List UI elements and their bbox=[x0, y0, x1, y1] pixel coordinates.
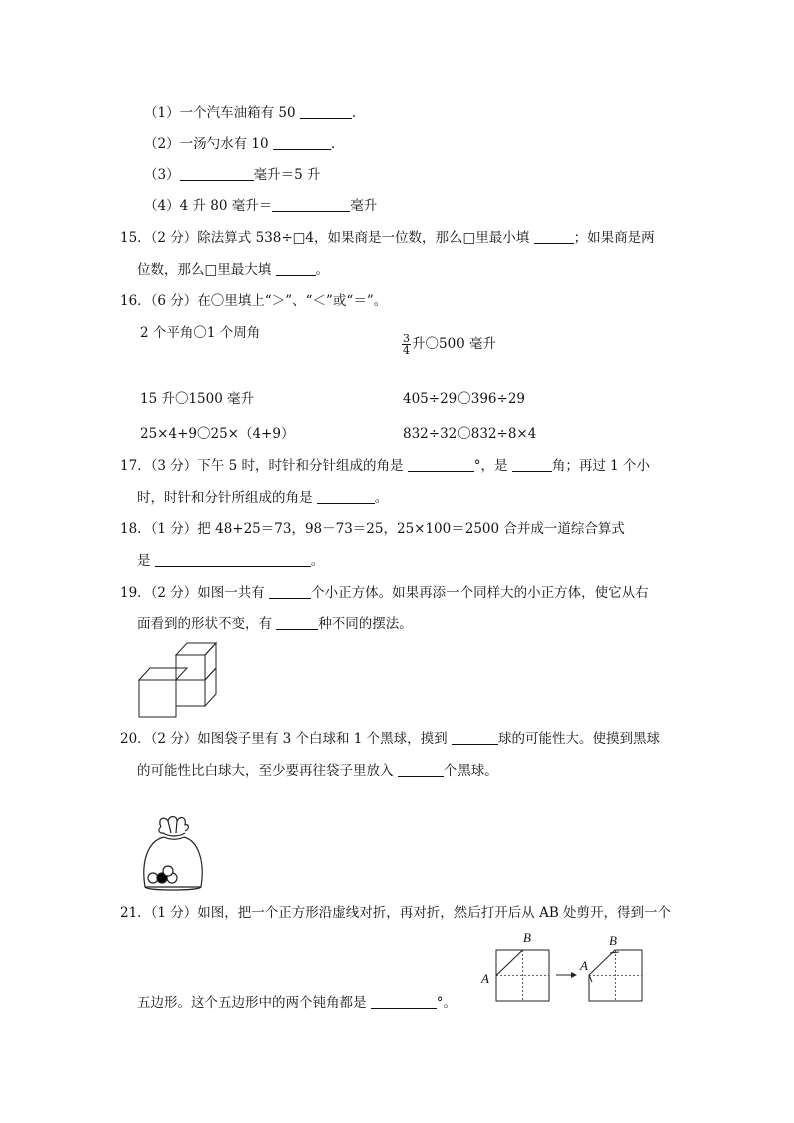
q19-text-end: 个小正方体。如果再添一个同样大的小正方体，使它从右 bbox=[311, 585, 649, 601]
q17-text-2-end: 。 bbox=[374, 490, 389, 506]
fraction-numerator: 3 bbox=[403, 332, 410, 345]
q15-text: 15．（2 分）除法算式 538÷□4，如果商是一位数，那么□里最小填 bbox=[120, 230, 534, 246]
q17-line-1 bbox=[120, 457, 650, 475]
answer-blank[interactable] bbox=[512, 458, 552, 472]
answer-blank[interactable] bbox=[269, 585, 311, 599]
q15-line-1 bbox=[120, 229, 655, 247]
white-ball bbox=[163, 866, 173, 876]
q19-text-2: 面看到的形状不变，有 bbox=[137, 616, 277, 632]
q18-line-2 bbox=[137, 552, 324, 570]
q18-text-end: 。 bbox=[310, 553, 325, 569]
answer-blank[interactable] bbox=[452, 731, 498, 745]
cube-front-face bbox=[176, 680, 205, 706]
label-b-2: B bbox=[609, 933, 617, 948]
bag-figure bbox=[137, 815, 209, 893]
q19-text: 19．（2 分）如图一共有 bbox=[120, 585, 270, 601]
q16-item-f: 832÷32〇832÷8×4 bbox=[403, 426, 537, 442]
q14-item-2-text: （2）一汤勺水有 10 bbox=[144, 136, 273, 152]
cube-side-face bbox=[205, 668, 216, 706]
q14-item-1-end: . bbox=[351, 105, 357, 121]
answer-blank[interactable] bbox=[317, 490, 375, 504]
q20-text: 20．（2 分）如图袋子里有 3 个白球和 1 个黑球，摸到 bbox=[120, 731, 452, 747]
answer-blank[interactable] bbox=[408, 458, 474, 472]
q21-text-end: °。 bbox=[436, 995, 458, 1011]
cut-line-ab bbox=[496, 950, 523, 976]
q16-item-e: 25×4+9〇25×（4+9） bbox=[140, 426, 295, 442]
q21-text: 五边形。这个五边形中的两个钝角都是 bbox=[137, 995, 371, 1011]
q14-item-2 bbox=[144, 135, 335, 153]
q14-item-4-end: 毫升 bbox=[350, 198, 378, 214]
answer-blank[interactable] bbox=[272, 198, 350, 212]
cut-mark bbox=[589, 952, 619, 982]
answer-blank[interactable] bbox=[155, 553, 311, 567]
arrow-icon bbox=[556, 972, 577, 978]
q14-item-3-end: 毫升＝5 升 bbox=[253, 167, 321, 183]
q16-item-a: 2 个平角〇1 个周角 bbox=[140, 325, 261, 341]
label-a: A bbox=[481, 971, 489, 986]
q19-line-2 bbox=[137, 615, 413, 633]
q14-item-1 bbox=[144, 104, 356, 122]
q17-text: 17．（3 分）下午 5 时，时针和分针组成的角是 bbox=[120, 458, 408, 474]
q15-text-2-end: 。 bbox=[315, 262, 330, 278]
cube-front-face bbox=[139, 680, 176, 717]
ruffle-fold bbox=[176, 821, 177, 833]
q15-line-2 bbox=[137, 261, 329, 279]
square-fold-figure bbox=[478, 928, 648, 1006]
q20-line-1 bbox=[120, 730, 660, 748]
q18-text: 是 bbox=[137, 553, 155, 569]
q15-text-end: ；如果商是两 bbox=[573, 230, 655, 246]
answer-blank[interactable] bbox=[534, 230, 574, 244]
fraction-denominator: 4 bbox=[403, 344, 410, 357]
bag-tie bbox=[164, 837, 184, 839]
q16-item-b-text: 升〇500 毫升 bbox=[412, 336, 497, 352]
ruffle-fold bbox=[168, 821, 171, 833]
square-before-cut bbox=[496, 950, 549, 1001]
answer-blank[interactable] bbox=[276, 616, 318, 630]
answer-blank[interactable] bbox=[371, 995, 437, 1009]
q14-item-4 bbox=[144, 197, 377, 215]
q19-text-2-end: 种不同的摆法。 bbox=[318, 616, 413, 632]
q16-header: 16．（6 分）在〇里填上“＞”、“＜”或“＝”。 bbox=[120, 293, 388, 309]
q17-line-2 bbox=[137, 489, 388, 507]
q14-item-2-end: . bbox=[330, 136, 336, 152]
bag-body bbox=[144, 837, 202, 890]
q18-line-1: 18．（1 分）把 48+25＝73，98－73＝25，25×100＝2500 合并成一道综合算式 bbox=[120, 521, 625, 537]
q20-line-2 bbox=[137, 762, 498, 780]
q21-line-2 bbox=[137, 994, 457, 1012]
q16-item-c: 15 升〇1500 毫升 bbox=[140, 391, 255, 407]
answer-blank[interactable] bbox=[180, 167, 254, 181]
answer-blank[interactable] bbox=[273, 136, 331, 150]
label-a-2: A bbox=[580, 958, 588, 973]
bag-top-ruffle bbox=[160, 817, 189, 832]
q20-text-end: 球的可能性大。使摸到黑球 bbox=[497, 731, 660, 747]
q17-text-end: 角；再过 1 个小 bbox=[551, 458, 650, 474]
q14-item-1-text: （1）一个汽车油箱有 50 bbox=[144, 105, 300, 121]
bag-top-ruffle bbox=[159, 827, 164, 833]
q16-item-b bbox=[402, 332, 496, 356]
answer-blank[interactable] bbox=[398, 763, 444, 777]
q15-text-2: 位数，那么□里最大填 bbox=[137, 262, 276, 278]
q17-text-2: 时，时针和分针所组成的角是 bbox=[137, 490, 317, 506]
q20-text-2: 的可能性比白球大，至少要再往袋子里放入 bbox=[137, 763, 398, 779]
q14-item-3-text: （3） bbox=[144, 167, 180, 183]
q16-item-d: 405÷29〇396÷29 bbox=[403, 391, 526, 407]
q21-line-1: 21．（1 分）如图，把一个正方形沿虚线对折，再对折，然后打开后从 AB 处剪开，得到一个 bbox=[120, 905, 672, 921]
label-b: B bbox=[523, 930, 531, 945]
fraction bbox=[402, 333, 411, 356]
q14-item-3 bbox=[144, 166, 320, 184]
q17-text-mid: °，是 bbox=[473, 458, 512, 474]
bag-tie bbox=[163, 833, 185, 836]
cube-top-face bbox=[139, 668, 187, 680]
q19-line-1 bbox=[120, 584, 649, 602]
square-after-cut bbox=[589, 950, 642, 1001]
answer-blank[interactable] bbox=[276, 262, 316, 276]
q14-item-4-text: （4）4 升 80 毫升＝ bbox=[144, 198, 273, 214]
cubes-figure bbox=[137, 640, 219, 720]
q20-text-2-end: 个黑球。 bbox=[443, 763, 498, 779]
answer-blank[interactable] bbox=[300, 105, 352, 119]
